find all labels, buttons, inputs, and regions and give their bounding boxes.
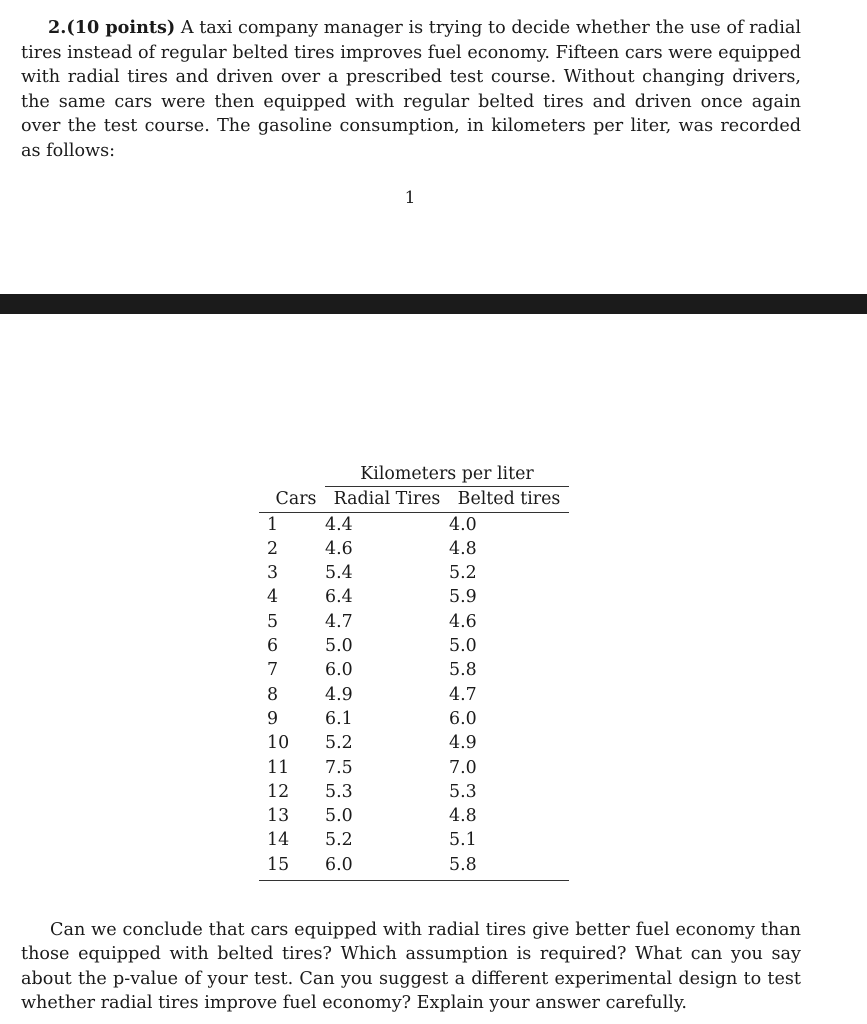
belted-value-cell: 5.3 <box>449 781 477 802</box>
kilometers-per-liter-header: Kilometers per liter <box>325 462 569 487</box>
table-row <box>259 610 569 634</box>
empty-header-cell <box>259 462 325 487</box>
problem-points: (10 points) <box>66 17 176 38</box>
radial-value-cell: 5.2 <box>325 830 353 851</box>
fuel-economy-table <box>259 462 569 881</box>
table-row <box>259 658 569 682</box>
table-row <box>259 780 569 804</box>
table-row <box>259 634 569 658</box>
belted-value-cell: 4.7 <box>449 684 477 705</box>
problem-body: A taxi company manager is trying to decide whether the use of radial tires instead of regular belted tires improves fuel economy. Fifteen cars were equipped with radial tires and driven over a prescribed test course. Without changing drivers, the same cars were then equipped with regular belted tires and driven once again over the test course. The gasoline consumption, in kilometers per liter, was recorded as follows: <box>21 18 801 161</box>
car-number-cell: 3 <box>267 563 279 584</box>
table-row <box>259 853 569 881</box>
belted-value-cell: 4.6 <box>449 611 477 632</box>
radial-value-cell: 5.0 <box>325 806 353 827</box>
belted-column-header: Belted tires <box>449 487 569 512</box>
radial-value-cell: 4.4 <box>325 514 353 535</box>
radial-value-cell: 4.7 <box>325 611 353 632</box>
car-number-cell: 11 <box>267 757 290 778</box>
cars-column-header: Cars <box>259 487 325 512</box>
belted-value-cell: 5.9 <box>449 587 477 608</box>
radial-value-cell: 7.5 <box>325 757 353 778</box>
belted-value-cell: 5.2 <box>449 563 477 584</box>
radial-value-cell: 5.3 <box>325 781 353 802</box>
car-number-cell: 1 <box>267 514 279 535</box>
table-row <box>259 828 569 852</box>
question-text: Can we conclude that cars equipped with radial tires give better fuel economy than those equipped with belted tires? Which assumption is required? What can you say about the p-value of your test. Can you suggest a different experimental design to test whether radial tires improve fuel economy? Explain your answer carefully. <box>21 920 801 1013</box>
table-row <box>259 537 569 561</box>
radial-value-cell: 4.9 <box>325 684 353 705</box>
table-row <box>259 707 569 731</box>
radial-value-cell: 4.6 <box>325 538 353 559</box>
radial-value-cell: 5.0 <box>325 636 353 657</box>
radial-column-header: Radial Tires <box>325 487 449 512</box>
table-column-header-row <box>259 487 569 512</box>
belted-value-cell: 5.8 <box>449 853 569 881</box>
table-super-header-row <box>259 462 569 487</box>
table-row <box>259 561 569 585</box>
problem-number: 2. <box>48 17 67 38</box>
table-row <box>259 731 569 755</box>
car-number-cell: 12 <box>267 781 290 802</box>
table-row <box>259 585 569 609</box>
radial-value-cell: 6.4 <box>325 587 353 608</box>
car-number-cell: 5 <box>267 611 279 632</box>
car-number-cell: 6 <box>267 636 279 657</box>
radial-value-cell: 5.2 <box>325 733 353 754</box>
table-row <box>259 756 569 780</box>
belted-value-cell: 4.8 <box>449 538 477 559</box>
car-number-cell: 13 <box>267 806 290 827</box>
page-number: 1 <box>404 188 416 208</box>
belted-value-cell: 7.0 <box>449 757 477 778</box>
car-number-cell: 7 <box>267 660 279 681</box>
radial-value-cell: 5.4 <box>325 563 353 584</box>
belted-value-cell: 5.1 <box>449 830 477 851</box>
car-number-cell: 9 <box>267 708 279 729</box>
table-row <box>259 804 569 828</box>
belted-value-cell: 6.0 <box>449 708 477 729</box>
table-body <box>259 512 569 880</box>
page-divider <box>0 294 867 314</box>
table-row <box>259 512 569 537</box>
belted-value-cell: 5.8 <box>449 660 477 681</box>
table-row <box>259 683 569 707</box>
car-number-cell: 15 <box>259 853 325 881</box>
belted-value-cell: 5.0 <box>449 636 477 657</box>
belted-value-cell: 4.9 <box>449 733 477 754</box>
car-number-cell: 2 <box>267 538 279 559</box>
car-number-cell: 10 <box>267 733 290 754</box>
radial-value-cell: 6.0 <box>325 660 353 681</box>
belted-value-cell: 4.0 <box>449 514 477 535</box>
radial-value-cell: 6.0 <box>325 853 449 881</box>
radial-value-cell: 6.1 <box>325 708 353 729</box>
belted-value-cell: 4.8 <box>449 806 477 827</box>
problem-statement <box>21 16 801 163</box>
car-number-cell: 4 <box>267 587 279 608</box>
car-number-cell: 8 <box>267 684 279 705</box>
car-number-cell: 14 <box>267 830 290 851</box>
